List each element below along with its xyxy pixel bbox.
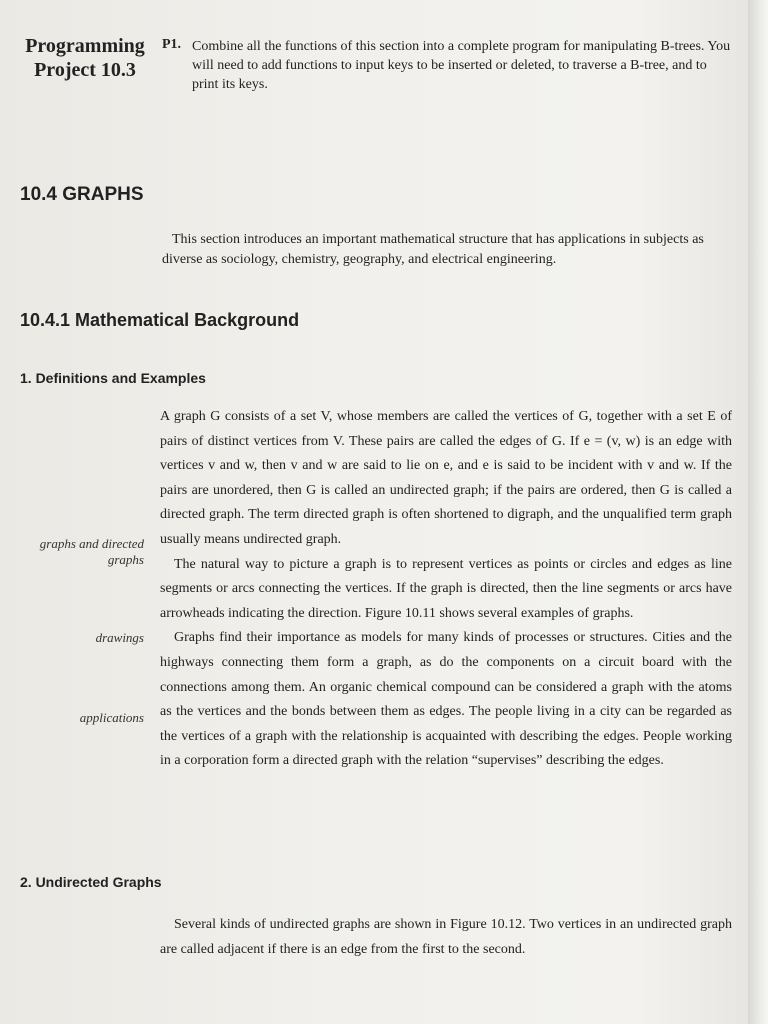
margin-note-graphs: graphs and directed graphs bbox=[39, 536, 144, 567]
subsection-title: 10.4.1 Mathematical Background bbox=[20, 310, 300, 330]
undirected-heading: 2. Undirected Graphs bbox=[20, 874, 162, 890]
project-heading-line2: Project 10.3 bbox=[34, 59, 136, 81]
section-intro: This section introduces an important mathematical structure that has applications in subjects as diverse as sociology, chemistry, geography, and electrical engineering. bbox=[162, 232, 704, 267]
project-heading-line1: Programming bbox=[25, 35, 145, 57]
undirected-body bbox=[160, 913, 732, 962]
page-edge bbox=[748, 0, 768, 1024]
section-title: 10.4 GRAPHS bbox=[20, 184, 144, 205]
definitions-paragraph-3: Graphs find their importance as models for many kinds of processes or structures. Cities and the highways connecting them form a graph, as do the components on a circuit board with the connections among them. An organic chemical compound can be considered a graph with the atoms as the vertices and the bonds between them as edges. The people living in a city can be regarded as the vertices of a graph with the relationship is acquainted with describing the edges. People working in a corporation form a directed graph with the relation “supervises” describing the edges. bbox=[160, 630, 732, 769]
margin-note-drawings: drawings bbox=[95, 630, 144, 645]
definitions-paragraph-1: A graph G consists of a set V, whose members are called the vertices of G, together with a set E of pairs of distinct vertices from V. These pairs are called the edges of G. If e = (v, w) is an edge with vertices v and w, then v and w are said to lie on e, and e is said to be incident with v and w. If the pairs are unordered, then G is called an undirected graph; if the pairs are ordered, then G is called a directed graph. The term directed graph is often shortened to digraph, and the unqualified term graph usually means undirected graph. bbox=[160, 409, 732, 547]
undirected-paragraph-1: Several kinds of undirected graphs are shown in Figure 10.12. Two vertices in an undirected graph are called adjacent if there is an edge from the first to the second. bbox=[160, 917, 732, 957]
definitions-heading: 1. Definitions and Examples bbox=[20, 370, 206, 386]
project-item-label: P1. bbox=[162, 37, 182, 52]
definitions-paragraph-2: The natural way to picture a graph is to represent vertices as points or circles and edges as line segments or arcs connecting the vertices. If the graph is directed, then the line segments or arcs have arrowheads indicating the direction. Figure 10.11 shows several examples of graphs. bbox=[160, 556, 732, 621]
margin-note-applications: applications bbox=[79, 710, 144, 725]
programming-project-heading bbox=[20, 34, 150, 82]
definitions-body bbox=[160, 405, 732, 774]
project-item-text: Combine all the functions of this section into a complete program for manipulating B-trees. You will need to add functions to input keys to be inserted or deleted, to traverse a B-tree, and to print its keys. bbox=[192, 39, 731, 92]
